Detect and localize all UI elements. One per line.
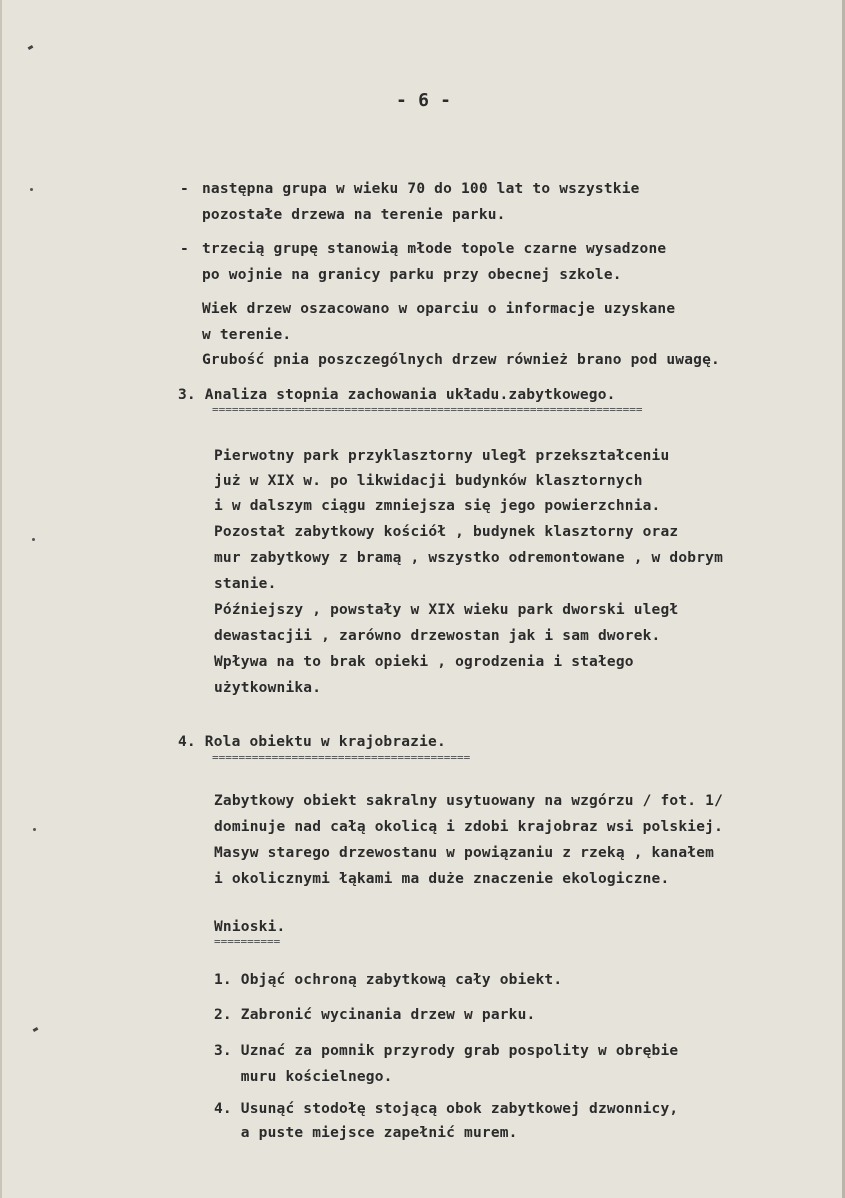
conclusion-item: 2. Zabronić wycinania drzew w parku. [214,1007,536,1023]
bullet-marker: - [180,181,189,197]
bullet-line: następna grupa w wieku 70 do 100 lat to wszystkie [202,181,640,197]
margin-dot [30,188,33,191]
note-line: w terenie. [202,327,292,343]
paragraph-line: już w XIX w. po likwidacji budynków klasztornych [214,473,643,489]
paragraph-line: dominuje nad całą okolicą i zdobi krajobraz wsi polskiej. [214,819,723,835]
conclusion-item: muru kościelnego. [214,1069,393,1085]
page-number: - 6 - [396,90,452,111]
paragraph-line: użytkownika. [214,680,322,696]
paragraph-line: Późniejszy , powstały w XIX wieku park dworski uległ [214,602,679,618]
paragraph-line: i w dalszym ciągu zmniejsza się jego powierzchnia. [214,498,661,514]
conclusion-item: 4. Usunąć stodołę stojącą obok zabytkowej dzwonnicy, [214,1101,679,1117]
conclusion-item: a puste miejsce zapełnić murem. [214,1125,518,1141]
paragraph-line: Pierwotny park przyklasztorny uległ przekształceniu [214,448,670,464]
margin-dot [32,538,35,541]
bullet-line: pozostałe drzewa na terenie parku. [202,207,506,223]
paragraph-line: Masyw starego drzewostanu w powiązaniu z rzeką , kanałem [214,845,715,861]
paragraph-line: Wpływa na to brak opieki , ogrodzenia i stałego [214,654,634,670]
paragraph-line: Pozostał zabytkowy kościół , budynek klasztorny oraz [214,524,679,540]
note-line: Wiek drzew oszacowano w oparciu o informacje uzyskane [202,301,676,317]
heading-underline: ================================================================= [212,404,643,416]
heading-underline: ======================================= [212,752,471,764]
margin-mark [28,45,34,50]
paragraph-line: mur zabytkowy z bramą , wszystko odremontowane , w dobrym [214,550,723,566]
bullet-line: po wojnie na granicy parku przy obecnej szkole. [202,267,622,283]
conclusion-item: 1. Objąć ochroną zabytkową cały obiekt. [214,972,563,988]
bullet-marker: - [180,241,189,257]
note-line: Grubość pnia poszczególnych drzew również brano pod uwagę. [202,352,720,368]
conclusion-item: 3. Uznać za pomnik przyrody grab pospolity w obrębie [214,1043,679,1059]
bullet-line: trzecią grupę stanowią młode topole czarne wysadzone [202,241,667,257]
margin-dot [33,828,36,831]
heading-underline: ========== [214,936,281,948]
section-heading: 3. Analiza stopnia zachowania układu.zabytkowego. [178,387,616,403]
paragraph-line: Zabytkowy obiekt sakralny usytuowany na wzgórzu / fot. 1/ [214,793,723,809]
section-heading: 4. Rola obiektu w krajobrazie. [178,734,446,750]
conclusions-heading: Wnioski. [214,919,286,935]
paragraph-line: i okolicznymi łąkami ma duże znaczenie ekologiczne. [214,871,670,887]
margin-mark [33,1027,39,1032]
paragraph-line: dewastacjii , zarówno drzewostan jak i sam dworek. [214,628,661,644]
paragraph-line: stanie. [214,576,277,592]
